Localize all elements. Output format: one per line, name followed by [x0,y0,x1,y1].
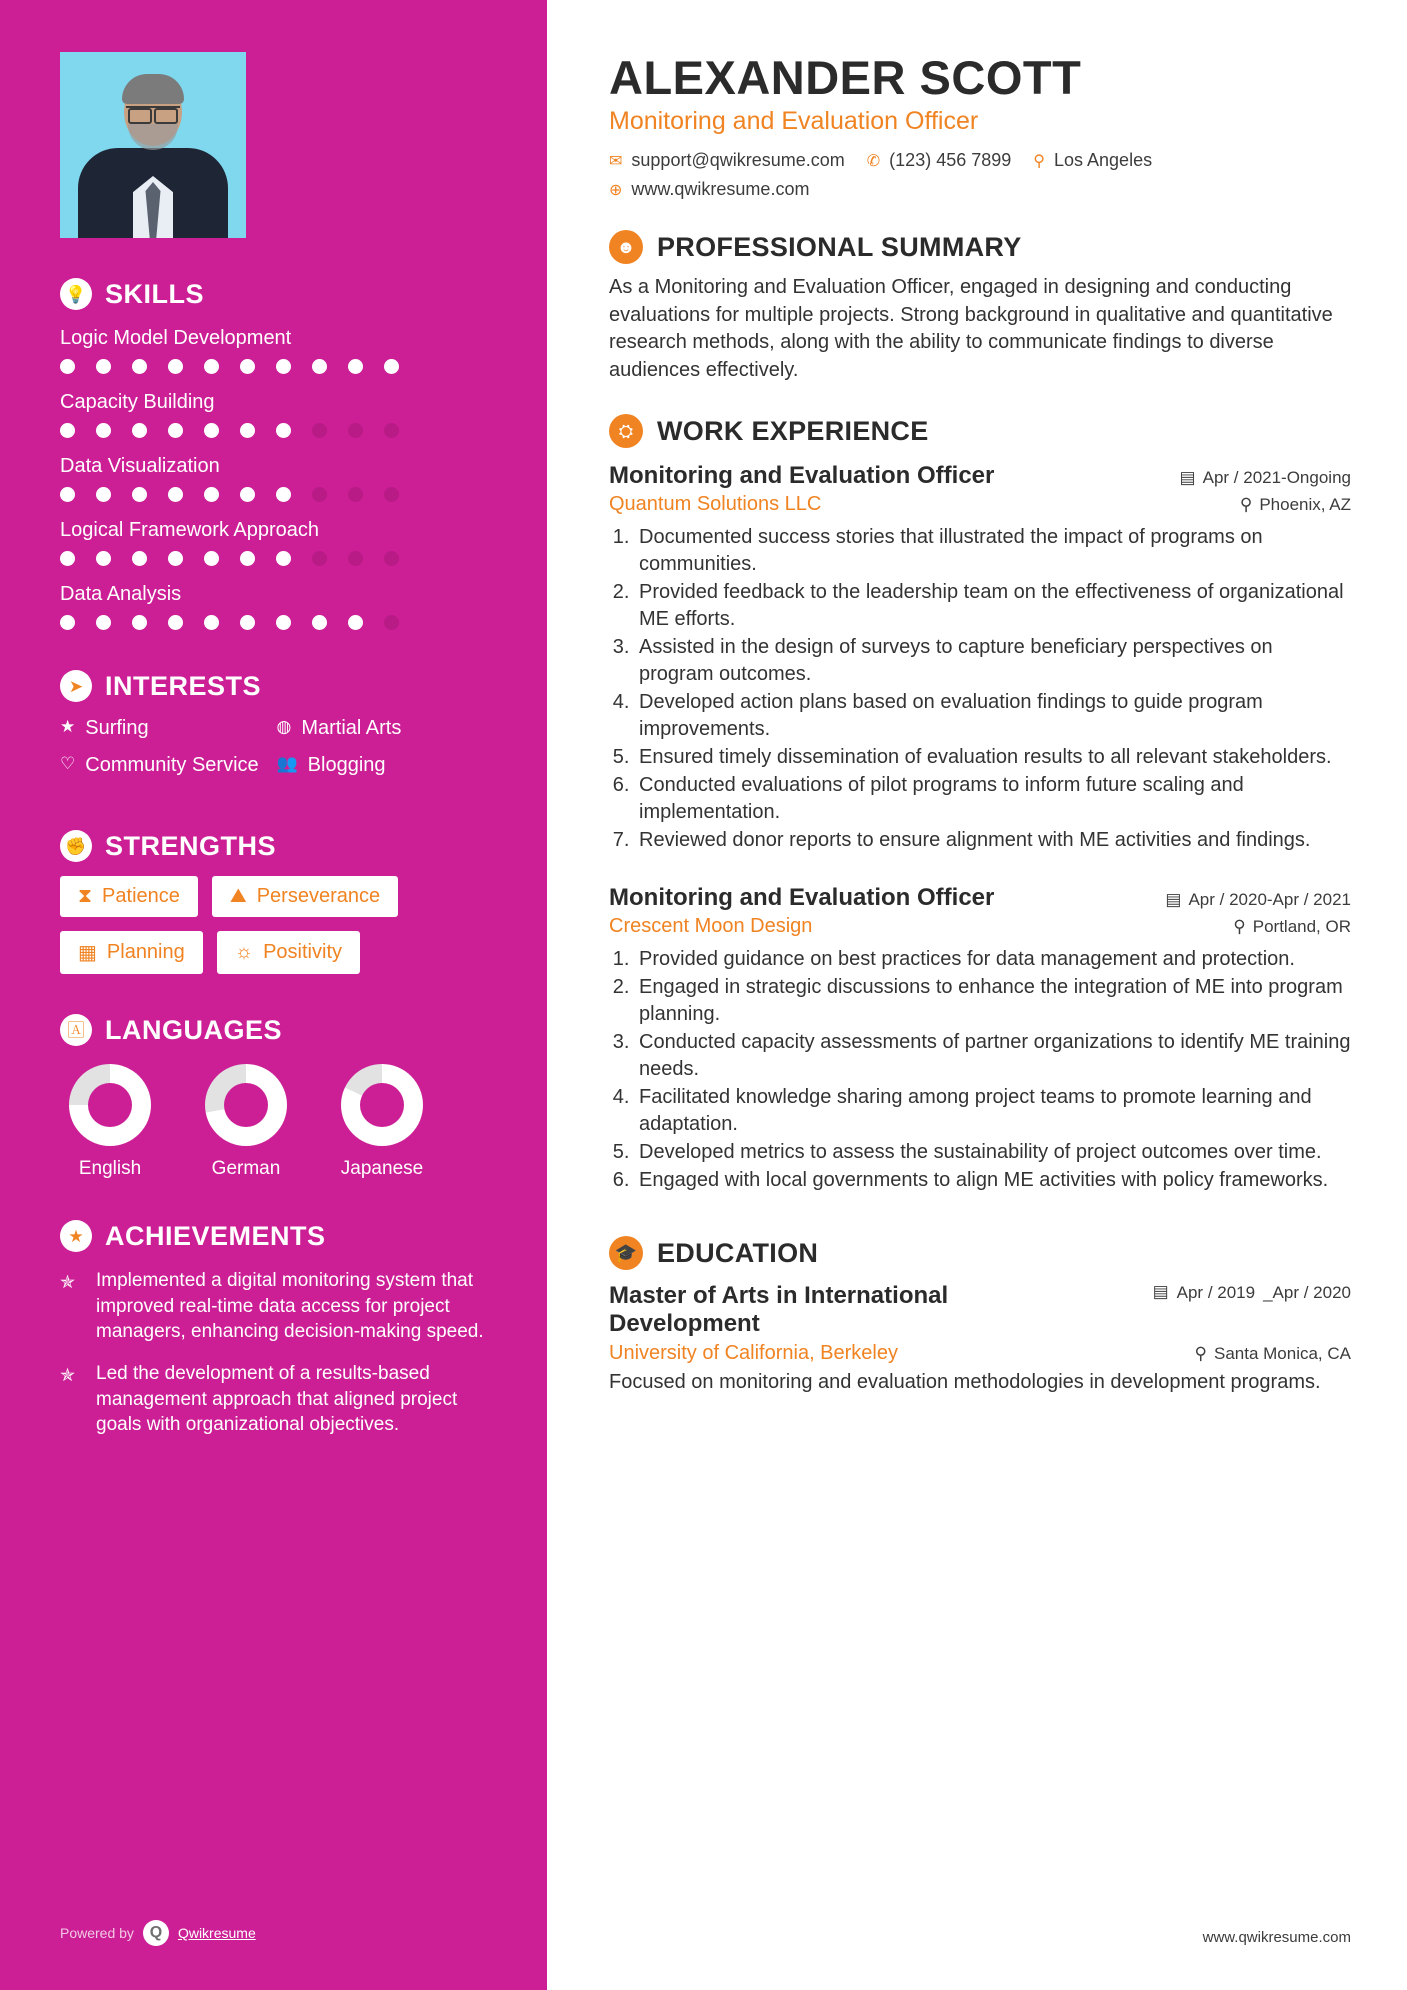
language-progress-ring [205,1064,287,1146]
achievement-text: Implemented a digital monitoring system that improved real-time data access for project managers, enhancing decision-making speed. [96,1270,484,1343]
contact-location-text: Los Angeles [1054,150,1153,170]
strength-item [212,876,398,917]
strength-item [60,931,203,974]
education-location-text: Santa Monica, CA [1213,1343,1351,1363]
skill-label: Data Visualization [60,455,220,477]
contact-website-text: www.qwikresume.com [631,179,810,199]
sun-icon: ☼ [234,941,254,963]
phone-icon: ✆ [866,152,881,170]
qwikresume-logo-icon: Q [143,1920,169,1946]
experience-location [1233,917,1351,937]
language-item [196,1064,296,1180]
experience-bullets [635,946,1351,1194]
summary-section-header [609,230,1351,264]
briefcase-icon: ⛭ [609,414,643,448]
skill-rating [60,487,493,502]
sidebar [0,0,553,1990]
mountain-icon: ⛰ [229,885,247,907]
education-title: EDUCATION [657,1237,819,1268]
translate-icon: 🄰 [60,1014,92,1046]
education-date-start: Apr / 2019 [1176,1282,1256,1302]
experience-company: Quantum Solutions LLC [609,493,822,516]
achievements-title: ACHIEVEMENTS [105,1220,326,1251]
skills-list [60,327,493,630]
powered-by [60,1920,256,1946]
skill-item [60,391,493,438]
qwikresume-link[interactable]: Qwikresume [177,1925,256,1941]
summary-text: As a Monitoring and Evaluation Officer, engaged in designing and conducting evaluations for multiple projects. Strong background in qualitative and quantitative research methods, along with the ability to communicate findings to diverse audiences effectively. [609,276,1333,381]
experience-item [609,884,1351,1194]
languages-title: LANGUAGES [105,1014,283,1045]
list-item: 6. Conducted evaluations of pilot programs to inform future scaling and implementation. [635,772,1351,826]
interest-item [277,716,494,740]
page-title: ALEXANDER SCOTT [609,51,1082,104]
language-item [332,1064,432,1180]
star-badge-icon: ★ [60,1220,92,1252]
list-item: 1. Provided guidance on best practices for data management and protection. [635,946,1351,973]
strength-label: Positivity [263,941,342,963]
globe-icon: ⊕ [609,181,623,199]
skills-title: SKILLS [105,278,205,309]
globe-icon: ◍ [276,717,292,736]
languages-list [60,1064,493,1180]
strengths-title: STRENGTHS [105,830,277,861]
list-item: 3. Assisted in the design of surveys to capture beneficiary perspectives on program outcomes. [635,634,1351,688]
strength-item [217,931,360,974]
experience-location [1240,495,1351,515]
experience-location-text: Portland, OR [1252,917,1351,937]
lightbulb-icon: 💡 [60,278,92,310]
interest-item [60,716,277,740]
interests-title: INTERESTS [105,670,262,701]
job-role-subtitle: Monitoring and Evaluation Officer [609,107,979,135]
strengths-list [60,876,493,974]
interest-label: Martial Arts [301,717,402,739]
contact-info [609,150,1351,200]
map-pin-icon: ⚲ [1194,1343,1207,1363]
map-pin-icon: ⚲ [1233,917,1246,937]
achievement-item [60,1361,493,1438]
experience-bullets [635,524,1351,854]
contact-location [1033,150,1152,171]
list-item: 6. Engaged with local governments to align ME activities with policy frameworks. [635,1167,1351,1194]
experience-item [609,462,1351,854]
skill-label: Logical Framework Approach [60,519,320,541]
list-item: 4. Developed action plans based on evaluation findings to guide program improvements. [635,689,1351,743]
skill-item [60,519,493,566]
map-pin-icon: ⚲ [1239,495,1253,515]
skill-item [60,327,493,374]
strength-label: Perseverance [256,885,381,907]
interests-section-header [60,670,493,702]
experience-title: WORK EXPERIENCE [657,415,929,446]
education-date-end: _Apr / 2020 [1263,1282,1351,1302]
strength-label: Patience [102,885,180,907]
skill-rating [60,423,493,438]
map-pin-icon: ⚲ [1033,152,1045,170]
list-item: 3. Conducted capacity assessments of partner organizations to identify ME training needs. [635,1029,1351,1083]
interest-label: Community Service [85,754,259,776]
experience-section-header [609,414,1351,448]
list-item: 7. Reviewed donor reports to ensure alignment with ME activities and findings. [635,827,1351,854]
experience-job-title: Monitoring and Evaluation Officer [609,884,995,912]
hourglass-icon: ⧗ [78,885,93,907]
summary-title: PROFESSIONAL SUMMARY [657,231,1022,262]
contact-phone[interactable] [867,150,1012,171]
footer-website: www.qwikresume.com [1202,1929,1351,1946]
hand-heart-icon: ♡ [60,754,76,773]
people-icon: 👥 [276,754,298,773]
achievement-item [60,1268,493,1345]
contact-email[interactable] [609,150,845,171]
calendar-icon: ▤ [1152,1282,1169,1302]
star-bullet-icon: ✯ [60,1272,76,1292]
language-label: English [78,1158,142,1179]
achievement-text: Led the development of a results-based management approach that aligned project goals with organizational objectives. [96,1362,458,1436]
education-description: Focused on monitoring and evaluation methodologies in development programs. [609,1370,1321,1393]
language-item [60,1064,160,1180]
interests-list [60,716,493,790]
skills-section-header [60,278,493,310]
fist-icon: ✊ [60,830,92,862]
education-degree: Master of Arts in International Development [609,1282,949,1337]
skill-rating [60,551,493,566]
interest-item [60,753,277,777]
language-label: German [211,1158,281,1179]
user-icon: ☻ [609,230,643,264]
skill-item [60,583,493,630]
contact-email-text: support@qwikresume.com [631,150,845,170]
list-item: 5. Ensured timely dissemination of evaluation results to all relevant stakeholders. [635,744,1351,771]
skill-label: Logic Model Development [60,327,292,349]
achievements-list [60,1268,493,1438]
language-progress-ring [341,1064,423,1146]
education-location [1195,1344,1351,1364]
education-item [609,1282,1351,1396]
skill-rating [60,359,493,374]
main-content [553,0,1407,1990]
graduation-cap-icon: 🎓 [609,1236,643,1270]
education-school: University of California, Berkeley [609,1341,898,1364]
experience-date [1165,890,1351,910]
star-icon: ★ [60,717,76,736]
language-progress-ring [69,1064,151,1146]
language-label: Japanese [340,1158,424,1179]
strength-item [60,876,198,917]
experience-job-title: Monitoring and Evaluation Officer [609,462,995,490]
list-item: 4. Facilitated knowledge sharing among project teams to promote learning and adaptation. [635,1084,1351,1138]
skill-item [60,455,493,502]
interest-label: Blogging [307,754,386,776]
achievements-section-header [60,1220,493,1252]
experience-date-text: Apr / 2021-Ongoing [1202,468,1351,488]
avatar [60,52,246,238]
education-dates [1153,1282,1351,1302]
contact-website[interactable] [609,179,1351,200]
strength-label: Planning [106,941,185,963]
experience-date [1180,468,1351,488]
contact-phone-text: (123) 456 7899 [889,150,1012,170]
calendar-icon: ▤ [1165,890,1182,910]
experience-date-text: Apr / 2020-Apr / 2021 [1188,890,1351,910]
skill-rating [60,615,493,630]
list-item: 2. Engaged in strategic discussions to enhance the integration of ME into program planning. [635,974,1351,1028]
envelope-icon: ✉ [609,152,623,170]
languages-section-header [60,1014,493,1046]
star-bullet-icon: ✯ [60,1364,76,1385]
calendar-icon: ▤ [1179,468,1196,488]
calendar-icon: ▦ [78,942,97,964]
list-item: 5. Developed metrics to assess the sustainability of project outcomes over time. [635,1139,1351,1166]
interest-label: Surfing [85,717,149,739]
paper-plane-icon: ➤ [60,670,92,702]
skill-label: Data Analysis [60,583,182,605]
experience-location-text: Phoenix, AZ [1259,495,1351,515]
interest-item [277,753,494,777]
list-item: 2. Provided feedback to the leadership team on the effectiveness of organizational ME efforts. [635,579,1351,633]
list-item: 1. Documented success stories that illustrated the impact of programs on communities. [635,524,1351,578]
education-section-header [609,1236,1351,1270]
experience-company: Crescent Moon Design [609,915,813,938]
powered-by-label: Powered by [60,1925,134,1941]
skill-label: Capacity Building [60,391,215,413]
strengths-section-header [60,830,493,862]
